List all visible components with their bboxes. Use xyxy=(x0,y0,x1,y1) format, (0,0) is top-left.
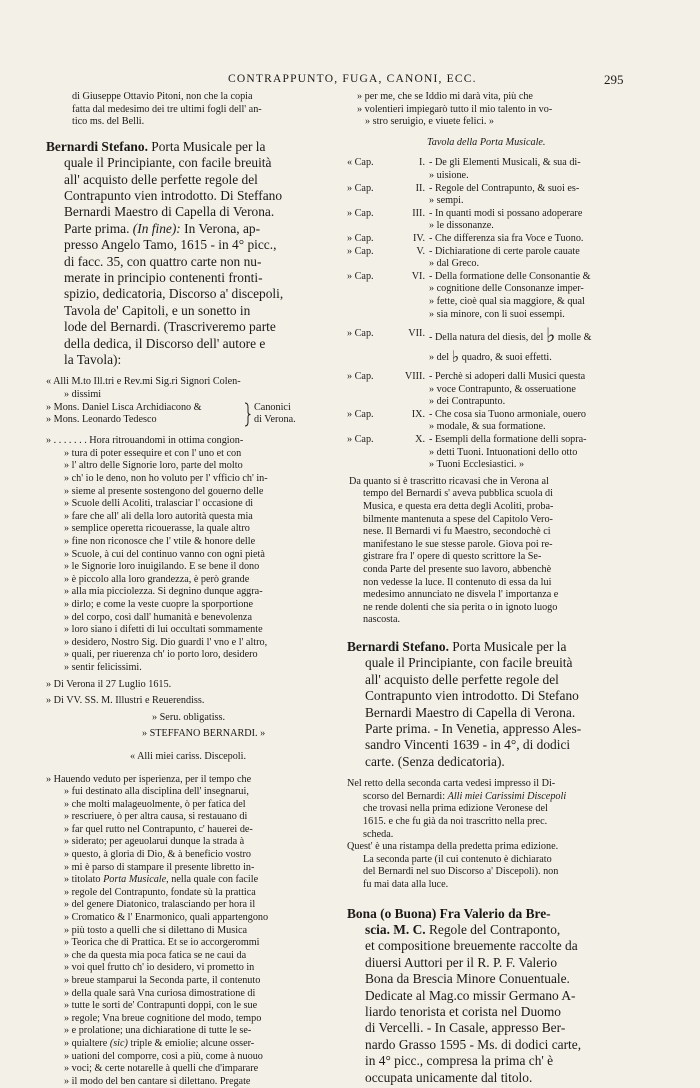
entry-line: occupata unicamente dal titolo. xyxy=(347,1070,635,1086)
entry-line: lode del Bernardi. (Trascriveremo parte xyxy=(46,319,340,335)
text-line: fatta dal medesimo dei tre ultimi fogli dell' an- xyxy=(46,104,340,117)
text-line: » l' altro delle Signorie loro, parte del molto xyxy=(46,460,340,473)
tavola-line: » uisione. xyxy=(347,170,635,183)
entry-line: scia. M. C. Regole del Contraponto, xyxy=(347,922,635,938)
text-line: Da quanto si è trascritto ricavasi che in Verona al xyxy=(347,476,635,489)
entry-bernardi-1639 xyxy=(347,639,635,770)
tavola-line: » Tuoni Ecclesiastici. » xyxy=(347,459,635,472)
text-line: » Scuole delli Acoliti, tralasciar l' occasione di xyxy=(46,498,340,511)
text-line: » della quale sarà Vna curiosa dimostratione di xyxy=(46,988,340,1001)
text-line: La seconda parte (il cui contenuto è dichiarato xyxy=(347,854,635,867)
tavola-line: » modale, & sua formatione. xyxy=(347,421,635,434)
tavola-list xyxy=(347,157,635,471)
text-line: » semplice operetta ricouerasse, la quale altro xyxy=(46,523,340,536)
text-line: » fine non riconosce che l' vtile & honore delle xyxy=(46,536,340,549)
text-line: » Cromatico & l' Enarmonico, quali appartengono xyxy=(46,912,340,925)
text-line: » quialtere (sic) triple & emiolie; alcune osser- xyxy=(46,1038,340,1051)
entry-line: Contrapunto vien introdotto. Di Stefano xyxy=(347,688,635,704)
tavola-line: » dal Greco. xyxy=(347,258,635,271)
tavola-line: » dei Contrapunto. xyxy=(347,396,635,409)
text-line: » più tosto a quelli che si dilettano di Musica xyxy=(46,925,340,938)
text-line: di Verona. xyxy=(254,414,340,427)
text-line: » dissimi xyxy=(46,389,340,402)
entry-line: Bernardi Maestro di Capella di Verona. xyxy=(46,204,340,220)
text-line: » del genere Diatonico, tralasciando per hora il xyxy=(46,899,340,912)
text-line: » tura di poter essequire et con l' uno et con xyxy=(46,448,340,461)
text-line: tempo del Bernardi s' aveva pubblica scuola di xyxy=(347,488,635,501)
text-line: » le Signorie loro inuigilando. E se bene il dono xyxy=(46,561,340,574)
running-head: CONTRAPPUNTO, FUGA, CANONI, ECC. xyxy=(228,73,477,85)
tavola-chapter: » Cap. V. - Dichiaratione di certe parole cauate xyxy=(347,246,635,259)
text-line: » che da questa mia poca fatica se ne caui da xyxy=(46,950,340,963)
tavola-chapter: » Cap. X. - Esempli della formatione delli sopra- xyxy=(347,434,635,447)
entry-line: all' acquisto delle perfette regole del xyxy=(46,172,340,188)
text-line: gistrare fra l' opere di questo scrittore la Se- xyxy=(347,551,635,564)
text-line: » per me, che se Iddio mi darà vita, più che xyxy=(347,91,635,104)
tavola-line: » cognitione delle Consonanze imper- xyxy=(347,283,635,296)
entry-title-start: Porta Musicale per la xyxy=(151,139,265,154)
text-line: Musica, e questa era detta degli Acoliti, proba- xyxy=(347,501,635,514)
text-line: Canonici xyxy=(254,402,340,415)
text-line: conda Parte del presente suo lavoro, abbenchè xyxy=(347,564,635,577)
text-line: fu mai data alla luce. xyxy=(347,879,635,892)
text-line: Nel retto della seconda carta vedesi impresso il Di- xyxy=(347,778,635,791)
text-line: tico ms. del Belli. xyxy=(46,116,340,129)
page-number: 295 xyxy=(604,72,624,88)
tavola-chapter: » Cap. II. - Regole del Contrapunto, & suoi es- xyxy=(347,183,635,196)
text-line: » loro siano i difetti di lui occultati sommamente xyxy=(46,624,340,637)
text-line: » del corpo, così dall' humanità e benevolenza xyxy=(46,612,340,625)
text-line: del Bernardi nel suo Discorso a' Discepoli). non xyxy=(347,866,635,879)
entry-bernardi-1615 xyxy=(46,139,340,369)
entry-line: Bona da Brescia Minore Conuentuale. xyxy=(347,971,635,987)
tavola-line: » fette, cioè qual sia maggiore, & qual xyxy=(347,296,635,309)
entry-line: della dedica, il Discorso dell' autore e xyxy=(46,336,340,352)
tavola-line: » voce Contrapunto, & osseruatione xyxy=(347,384,635,397)
text-line: » . . . . . . . Hora ritrouandomi in ottima congion- xyxy=(46,435,340,448)
right-column xyxy=(347,91,635,1086)
date-line: » Di Verona il 27 Luglio 1615. xyxy=(46,679,340,692)
entry-line: sandro Vincenti 1639 - in 4°, di dodici xyxy=(347,737,635,753)
text-line: scorso del Bernardi: Alli miei Carissimi Discepoli xyxy=(347,791,635,804)
signature-line: » STEFFANO BERNARDI. » xyxy=(46,728,340,741)
text-line: 1615. e che fu già da noi trascritto nella prec. xyxy=(347,816,635,829)
tavola-line: » sia minore, con li suoi essempi. xyxy=(347,309,635,322)
text-line: » e prolatione; una dichiaratione di tutte le se- xyxy=(46,1025,340,1038)
text-line: » breue stamparui la Seconda parte, il contenuto xyxy=(46,975,340,988)
text-line: » Hauendo veduto per isperienza, per il tempo che xyxy=(46,774,340,787)
intro-paragraph xyxy=(46,91,340,129)
text-line: » regole; Vna breue cognitione del modo, tempo xyxy=(46,1013,340,1026)
entry-line: diuersi Auttori per il R. P. F. Valerio xyxy=(347,955,635,971)
entry-line: Bona (o Buona) Fra Valerio da Bre- xyxy=(347,906,635,922)
entry-line: la Tavola): xyxy=(46,352,340,368)
entry-line: Dedicate al Mag.co missir Germano A- xyxy=(347,988,635,1004)
text-line: » Teorica che di Prattica. Et se io accorgerommi xyxy=(46,937,340,950)
text-line: Quest' è una ristampa della predetta prima edizione. xyxy=(347,841,635,854)
discorso-a-discepoli xyxy=(46,774,340,1088)
entry-line xyxy=(46,139,340,155)
left-column xyxy=(46,91,340,1088)
text-line: » che molti malageuolmente, ò per fatica del xyxy=(46,799,340,812)
text-line: » siderato; per ageuolarui dunque la strada à xyxy=(46,836,340,849)
text-line: » titolato Porta Musicale, nella quale con facile xyxy=(46,874,340,887)
text-line: » ch' io le deno, non ho voluto per l' vfficio ch' in- xyxy=(46,473,340,486)
page-header xyxy=(0,73,700,91)
text-line: » mi è parso di stampare il presente libretto in- xyxy=(46,862,340,875)
text-line: » è piccolo alla loro grandezza, è però grande xyxy=(46,574,340,587)
text-line: » rescriuere, ò per altra causa, si restauano di xyxy=(46,811,340,824)
text-line: » fare che all' ali della loro autorità questa mia xyxy=(46,511,340,524)
seru-line: » Seru. obligatiss. xyxy=(46,712,340,725)
text-line: che trovasi nella prima edizione Veronese del xyxy=(347,803,635,816)
editor-note-2 xyxy=(347,778,635,891)
tavola-line: » del ♭ quadro, & suoi effetti. xyxy=(347,347,635,367)
entry-line: Contrapunto vien introdotto. Di Steffano xyxy=(46,188,340,204)
text-line: nese. Il Bernardi vi fu Maestro, secondochè ci xyxy=(347,526,635,539)
discorso-continuation xyxy=(347,91,635,129)
text-line: » voci; & certe notarelle à quelli che d'imparare xyxy=(46,1063,340,1076)
text-line: » alla mia picciolezza. Si degnino dunque aggra- xyxy=(46,586,340,599)
flat-sign-icon: ♭ xyxy=(546,325,555,347)
entry-line: et compositione breuemente raccolte da xyxy=(347,938,635,954)
text-line: bilmente mantenuta a spese del Capitolo Vero- xyxy=(347,514,635,527)
entry-line: Bernardi Stefano. Porta Musicale per la xyxy=(347,639,635,655)
text-line: » desidero, Nostro Sig. Dio guardi l' vno e l' altro, xyxy=(46,637,340,650)
entry-line: nardo Grasso 1595 - Ms. di dodici carte, xyxy=(347,1037,635,1053)
discepoli-heading: « Alli miei cariss. Discepoli. xyxy=(46,751,340,764)
text-line: » sentir felicissimi. xyxy=(46,662,340,675)
text-line: manifestano le sue stesse parole. Giova poi re- xyxy=(347,539,635,552)
entry-line: liardo tenorista et corista nel Duomo xyxy=(347,1004,635,1020)
text-line: » tutte le sorti de' Contrapunti doppi, con le sue xyxy=(46,1000,340,1013)
text-line: » fui destinato alla disciplina dell' insegnarui, xyxy=(46,786,340,799)
text-line: » Mons. Leonardo Tedesco xyxy=(46,414,242,427)
text-line: » quali, per riuerenza ch' io porto loro, desidero xyxy=(46,649,340,662)
text-line: ne rende dolenti che sia perita o in ignoto luogo xyxy=(347,602,635,615)
entry-line: quale il Principiante, con facile breuità xyxy=(46,155,340,171)
tavola-line: » sempi. xyxy=(347,195,635,208)
text-line: » stro seruigio, e viuete felici. » xyxy=(347,116,635,129)
entry-author: Bernardi Stefano. xyxy=(347,639,449,654)
tavola-chapter: » Cap. VIII. - Perchè si adoperi dalli Musici questa xyxy=(347,371,635,384)
text-line: » Mons. Daniel Lisca Archidiacono & xyxy=(46,402,242,415)
text-line: di Giuseppe Ottavio Pitoni, non che la copia xyxy=(46,91,340,104)
dedication xyxy=(46,376,340,740)
entry-line: Bernardi Maestro di Capella di Verona. xyxy=(347,705,635,721)
entry-line: in 4° picc., compresa la prima ch' è xyxy=(347,1053,635,1069)
text-line: » regole del Contrapunto, fondate sù la prattica xyxy=(46,887,340,900)
text-line: non vedesse la luce. Il contenuto di essa da lui xyxy=(347,577,635,590)
brace-glyph xyxy=(242,402,254,432)
tavola-title: Tavola della Porta Musicale. xyxy=(347,137,635,150)
text-line: » voi quel frutto ch' io desidero, vi prometto in xyxy=(46,962,340,975)
entry-bona xyxy=(347,906,635,1086)
text-line: » sieme al presente sostengono del gouerno delle xyxy=(46,486,340,499)
entry-author: Bernardi Stefano. xyxy=(46,139,148,154)
canons-row xyxy=(46,402,340,432)
tavola-chapter: » Cap. IV. - Che differenza sia fra Voce e Tuono. xyxy=(347,233,635,246)
entry-line: Tavola de' Capitoli, e un sonetto in xyxy=(46,303,340,319)
tavola-chapter: « Cap. I. - De gli Elementi Musicali, & sua di- xyxy=(347,157,635,170)
text-line: » dirlo; e come la veste cuopre la sporportione xyxy=(46,599,340,612)
entry-line: all' acquisto delle perfette regole del xyxy=(347,672,635,688)
entry-line: quale il Principiante, con facile breuità xyxy=(347,655,635,671)
tavola-chapter: » Cap. III. - In quanti modi si possano adoperare xyxy=(347,208,635,221)
text-line: » uationi del comporre, così a più, come à nuouo xyxy=(46,1051,340,1064)
brace-icon xyxy=(242,402,252,427)
tavola-line: » detti Tuoni. Intuonationi dello otto xyxy=(347,447,635,460)
tavola-chapter: » Cap. VI. - Della formatione delle Consonantie & xyxy=(347,271,635,284)
flat-sign-icon: ♭ xyxy=(452,349,460,366)
text-line: nascosta. xyxy=(347,614,635,627)
entry-line: carte. (Senza dedicatoria). xyxy=(347,754,635,770)
editor-note-1 xyxy=(347,476,635,627)
text-line: medesimo annunciato ne disvela l' importanza e xyxy=(347,589,635,602)
vv-line: » Di VV. SS. M. Illustri e Reuerendiss. xyxy=(46,695,340,708)
entry-line: presso Angelo Tamo, 1615 - in 4° picc., xyxy=(46,237,340,253)
tavola-line: » le dissonanze. xyxy=(347,220,635,233)
text-line: » questo, à gloria di Dio, & à beneficio vostro xyxy=(46,849,340,862)
text-line: » far quel rutto nel Contrapunto, c' hauerei de- xyxy=(46,824,340,837)
tavola-chapter: » Cap. IX. - Che cosa sia Tuono armoniale, ouero xyxy=(347,409,635,422)
entry-line: di Vercelli. - In Casale, appresso Ber- xyxy=(347,1020,635,1036)
text-line: » volentieri impiegarò tutto il mio talento in vo- xyxy=(347,104,635,117)
entry-line: Parte prima. (In fine): In Verona, ap- xyxy=(46,221,340,237)
tavola-chapter: » Cap. VII. - Della natura del diesis, del ♭ molle & xyxy=(347,325,635,347)
text-line: « Alli M.to Ill.tri e Rev.mi Sig.ri Signori Colen- xyxy=(46,376,340,389)
text-line: scheda. xyxy=(347,829,635,842)
text-line: » il modo del ben cantare si dilettano. Pregate xyxy=(46,1076,340,1088)
entry-line: merate in principio contenenti fronti- xyxy=(46,270,340,286)
entry-line: spizio, dedicatoria, Discorso a' discepoli, xyxy=(46,286,340,302)
entry-line: di facc. 35, con quattro carte non nu- xyxy=(46,254,340,270)
entry-line: Parte prima. - In Venetia, appresso Ales- xyxy=(347,721,635,737)
text-line: » Scuole, à cui del continuo vanno con ogni pietà xyxy=(46,549,340,562)
